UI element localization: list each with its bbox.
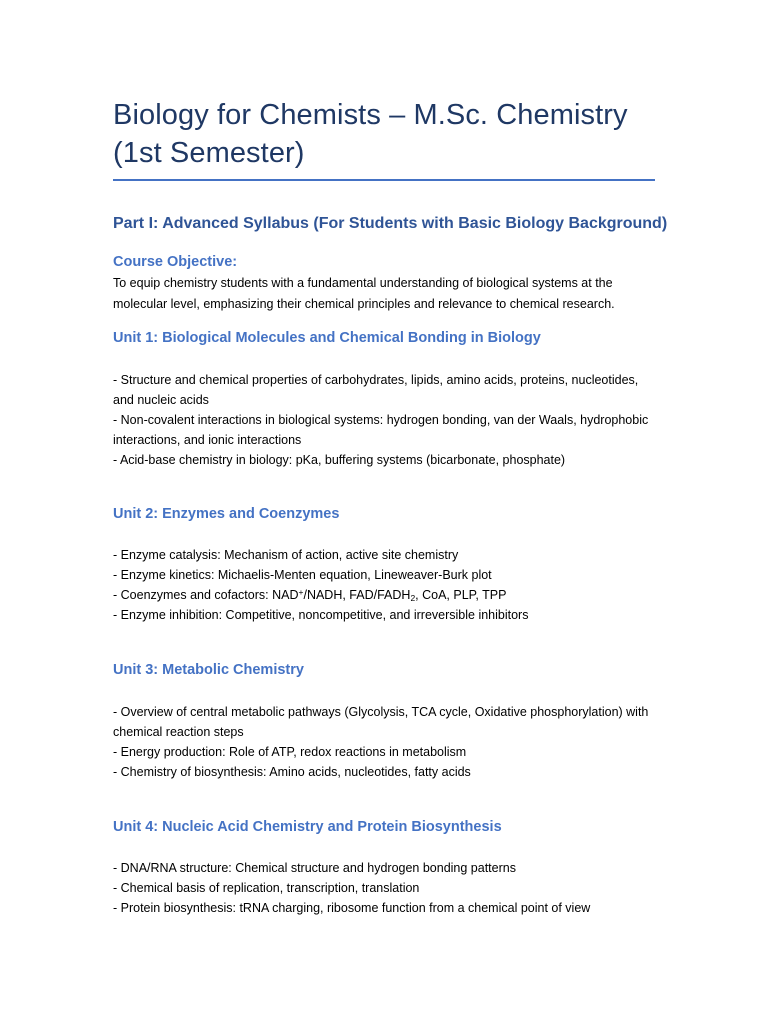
cofactor-superscript: + (298, 587, 304, 597)
unit-3-heading: Unit 3: Metabolic Chemistry (113, 662, 304, 678)
list-item: - Overview of central metabolic pathways (Glycolysis, TCA cycle, Oxidative phosphorylation) with chemical reaction steps (113, 705, 649, 739)
unit-1-list (113, 370, 661, 470)
list-item: - Protein biosynthesis: tRNA charging, ribosome function from a chemical point of view (113, 901, 591, 915)
unit-4-list (113, 858, 661, 918)
unit-2-heading: Unit 2: Enzymes and Coenzymes (113, 506, 340, 522)
list-item: - Enzyme inhibition: Competitive, noncompetitive, and irreversible inhibitors (113, 608, 529, 622)
cofactor-suffix: , CoA, PLP, TPP (415, 588, 507, 602)
unit-3-list (113, 702, 661, 782)
cofactor-prefix: - Coenzymes and cofactors: NAD (113, 588, 299, 602)
list-item: - Structure and chemical properties of carbohydrates, lipids, amino acids, proteins, nucleotides, and nucleic acids (113, 373, 639, 407)
list-item: - Enzyme catalysis: Mechanism of action, active site chemistry (113, 548, 459, 562)
unit-1-heading: Unit 1: Biological Molecules and Chemical Bonding in Biology (113, 330, 541, 346)
list-item (113, 585, 661, 605)
cofactor-subscript: 2 (410, 593, 416, 603)
list-item: - Acid-base chemistry in biology: pKa, buffering systems (bicarbonate, phosphate) (113, 453, 566, 467)
course-objective-heading: Course Objective: (113, 254, 238, 270)
list-item: - Chemistry of biosynthesis: Amino acids, nucleotides, fatty acids (113, 765, 471, 779)
unit-4-heading: Unit 4: Nucleic Acid Chemistry and Protein Biosynthesis (113, 819, 502, 835)
course-objective-text: To equip chemistry students with a fundamental understanding of biological systems at the molecular level, emphasizing their chemical principles and relevance to chemical research. (113, 276, 615, 311)
list-item: - Enzyme kinetics: Michaelis-Menten equation, Lineweaver-Burk plot (113, 568, 492, 582)
document-title: Biology for Chemists – M.Sc. Chemistry (1st Semester) (113, 99, 628, 169)
list-item: - Non-covalent interactions in biological systems: hydrogen bonding, van der Waals, hydrophobic interactions, and ionic interactions (113, 413, 649, 447)
unit-2-list (113, 545, 661, 625)
cofactor-middle: /NADH, FAD/FADH (303, 588, 411, 602)
title-underline (113, 179, 655, 181)
list-item: - Chemical basis of replication, transcription, translation (113, 881, 420, 895)
list-item: - DNA/RNA structure: Chemical structure and hydrogen bonding patterns (113, 861, 516, 875)
list-item: - Energy production: Role of ATP, redox reactions in metabolism (113, 745, 467, 759)
part-heading: Part I: Advanced Syllabus (For Students with Basic Biology Background) (113, 215, 668, 232)
